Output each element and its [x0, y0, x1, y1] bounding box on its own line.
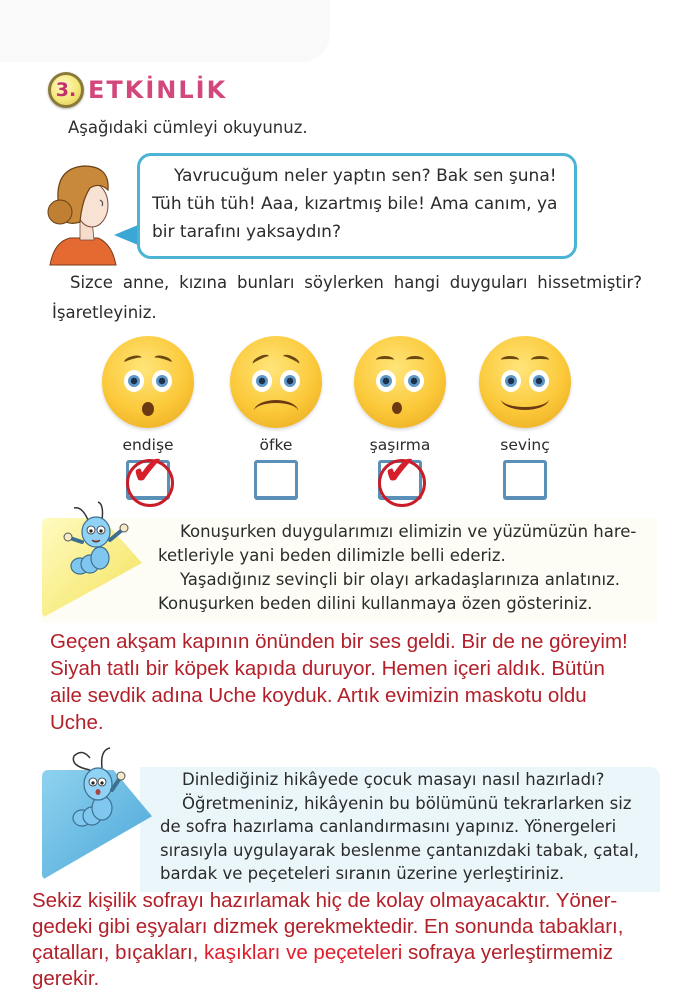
info-1-line-3: Yaşadığınız sevinçli bir olayı arkadaşlarınıza anlatınız. [180, 570, 621, 589]
speech-bubble [137, 153, 577, 259]
worried-face-icon [102, 336, 194, 428]
info-2-line-5: bardak ve peçeteleri sıranın üzerine yerleştiriniz. [160, 864, 565, 883]
caterpillar-mascot-thinking-icon [60, 742, 145, 837]
story-1-line-2: Siyah tatlı bir köpek kapıda duruyor. Hemen içeri aldık. Bütün [50, 657, 605, 680]
activity-number-badge [48, 72, 84, 108]
speech-line-1: Yavrucuğum neler yaptın sen? Bak sen şuna! [174, 166, 557, 186]
emotion-label: sevinç [500, 436, 550, 454]
story-2-line-1: Sekiz kişilik sofrayı hazırlamak hiç de kolay olmayacaktır. Yöner- [32, 889, 618, 912]
sad-face-icon [230, 336, 322, 428]
emotion-label: şaşırma [369, 436, 431, 454]
info-1-line-1: Konuşurken duygularımızı elimizin ve yüzümüzün hare- [180, 522, 637, 541]
info-1-line-4: Konuşurken beden dilini kullanmaya özen gösteriniz. [158, 594, 593, 613]
activity-title: ETKİNLİK [88, 76, 228, 104]
happy-face-icon [479, 336, 571, 428]
activity-number: 3. [55, 79, 77, 101]
story-2-line-2: gedeki gibi eşyaları dizmek gerekmektedir. En sonunda tabakları, [32, 915, 624, 938]
emotion-option-sasirma[interactable] [350, 336, 450, 500]
emotion-label: öfke [259, 436, 293, 454]
check-mark-icon: ✔ [131, 448, 165, 494]
story-2-highlight: kaşıkları ve peçeteleri [204, 941, 403, 964]
activity-header [48, 70, 227, 110]
story-2-line-4: gerekir. [32, 967, 100, 990]
emotion-checkbox-sasirma[interactable] [378, 448, 422, 500]
info-2-line-4: sırasıyla uygulayarak beslenme çantanızdaki tabak, çatal, [160, 840, 639, 860]
mother-portrait-icon [40, 160, 120, 270]
emotion-option-sevinc[interactable] [475, 336, 575, 500]
emotion-option-endise[interactable] [98, 336, 198, 500]
question-text [52, 268, 642, 328]
emotion-label: endişe [122, 436, 174, 454]
question-label: Sizce anne, kızına bunları söylerken hangi duyguları hissetmiştir? İşaretleyiniz. [52, 273, 642, 322]
info-1-line-2: ketleriyle yani beden dilimizle belli ederiz. [158, 546, 506, 565]
caterpillar-mascot-icon [58, 500, 138, 585]
info-2-line-3: de sofra hazırlama canlandırmasını yapınız. Yönergeleri [160, 817, 617, 836]
emotion-checkbox-sevinc[interactable] [503, 460, 547, 500]
emotion-checkbox-ofke[interactable] [254, 460, 298, 500]
info-box-2-text [160, 768, 639, 886]
story-paragraph-2 [32, 888, 672, 992]
surprised-face-icon [354, 336, 446, 428]
story-paragraph-1 [50, 628, 680, 736]
story-1-line-3: aile sevdik adına Uche koyduk. Artık evimizin maskotu oldu [50, 684, 587, 707]
info-2-line-1: Dinlediğiniz hikâyede çocuk masayı nasıl hazırladı? [182, 770, 605, 789]
check-mark-icon: ✔ [383, 448, 417, 494]
emotion-options [100, 336, 590, 511]
story-2-line-3-end: sofraya yerleştirmemiz [402, 941, 614, 964]
speech-bubble-tail [114, 225, 138, 245]
speech-line-2: Tüh tüh tüh! Aaa, kızartmış bile! Ama canım, ya [152, 194, 558, 214]
emotion-checkbox-endise[interactable] [126, 448, 170, 500]
info-box-1-text [158, 520, 637, 616]
story-2-line-3 [32, 940, 672, 966]
top-background-band [0, 0, 330, 62]
story-1-line-1: Geçen akşam kapının önünden bir ses geldi. Bir de ne göreyim! [50, 630, 628, 653]
instruction-text: Aşağıdaki cümleyi okuyunuz. [68, 118, 308, 137]
info-2-line-2: Öğretmeniniz, hikâyenin bu bölümünü tekrarlarken siz [182, 793, 632, 813]
emotion-option-ofke[interactable] [226, 336, 326, 500]
story-2-line-3-start: çatalları, bıçakları, [32, 941, 205, 964]
speech-line-3: bir tarafını yaksaydın? [152, 222, 341, 242]
story-1-line-4: Uche. [50, 711, 104, 734]
